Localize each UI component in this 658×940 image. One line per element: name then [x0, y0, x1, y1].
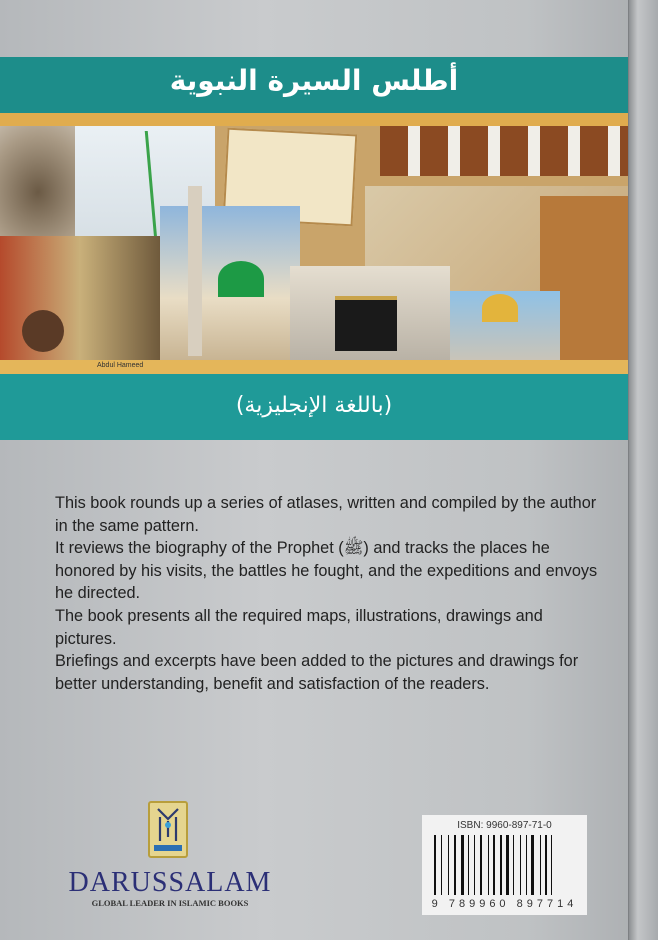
- green-dome: [218, 261, 264, 297]
- barcode-bar: [493, 835, 495, 895]
- barcode-bar: [480, 835, 482, 895]
- barcode-digits: 9 789960 897714: [431, 898, 578, 910]
- isbn: ISBN: 9960-897-71-0: [457, 820, 552, 831]
- barcode-bar: [488, 835, 489, 895]
- gold-stripe: [0, 360, 628, 374]
- book-spine: [628, 0, 658, 940]
- barcode-bar: [451, 835, 453, 895]
- blurb-paragraph: This book rounds up a series of atlases, written and compiled by the author in the same pattern.: [55, 494, 597, 535]
- barcode-bar: [434, 835, 436, 895]
- barcode-bar: [536, 835, 538, 895]
- minaret: [188, 186, 202, 356]
- barcode-bar: [526, 835, 527, 895]
- barcode-bar: [438, 835, 439, 895]
- barcode-bar: [474, 835, 475, 895]
- barcode-bar: [554, 835, 556, 895]
- barcode-bar: [471, 835, 473, 895]
- barcode-bar: [477, 835, 478, 895]
- barcode-bar: [461, 835, 464, 895]
- barcode-bar: [443, 835, 446, 895]
- barcode-bar: [540, 835, 541, 895]
- seal-image: [22, 310, 64, 352]
- barcode-bar: [491, 835, 492, 895]
- photo-collage: [0, 126, 628, 360]
- barcode-bar: [458, 835, 459, 895]
- barcode-bar: [513, 835, 514, 895]
- book-stand-icon: [150, 803, 186, 856]
- golden-dome: [482, 294, 518, 322]
- publisher-name: DARUSSALAM: [68, 867, 272, 898]
- barcode-bar: [522, 835, 524, 895]
- barcode-bar: [516, 835, 518, 895]
- barcode-bar: [483, 835, 486, 895]
- photo-credit: Abdul Hameed: [97, 362, 144, 369]
- barcode-bar: [542, 835, 543, 895]
- barcode-bar: [441, 835, 442, 895]
- blurb-text: [55, 492, 600, 695]
- arabic-subtitle: (باللغة الإنجليزية): [235, 393, 393, 418]
- barcode-bar: [511, 835, 512, 895]
- blurb-paragraph: It reviews the biography of the Prophet (ﷺ) and tracks the places he honored by his visits, the battles he fought, and the expeditions and envoys he directed.: [55, 539, 598, 603]
- barcode-bar: [503, 835, 504, 895]
- barcode-bar: [500, 835, 502, 895]
- barcode-bar: [529, 835, 530, 895]
- barcode-bar: [448, 835, 449, 895]
- barcode-bar: [506, 835, 509, 895]
- publisher-logo: [148, 801, 188, 858]
- kaaba: [335, 296, 397, 351]
- gold-stripe: [0, 113, 628, 126]
- barcode: [434, 835, 574, 895]
- barcode-bar: [551, 835, 552, 895]
- barcode-label: [422, 815, 587, 915]
- barcode-bar: [468, 835, 469, 895]
- barcode-bar: [497, 835, 498, 895]
- barcode-bar: [520, 835, 521, 895]
- barcode-bar: [465, 835, 466, 895]
- barcode-bar: [454, 835, 456, 895]
- barcode-bar: [549, 835, 550, 895]
- blurb-paragraph: The book presents all the required maps, illustrations, drawings and pictures.: [55, 606, 543, 648]
- blurb-paragraph: Briefings and excerpts have been added to the pictures and drawings for better understanding, benefit and satisfaction of the readers.: [55, 652, 579, 693]
- barcode-bar: [545, 835, 547, 895]
- arabic-title: أطلس السيرة النبوية: [169, 64, 459, 97]
- barcode-bar: [531, 835, 534, 895]
- ornament-tiles: [380, 126, 628, 176]
- publisher-tagline: GLOBAL LEADER IN ISLAMIC BOOKS: [91, 898, 249, 908]
